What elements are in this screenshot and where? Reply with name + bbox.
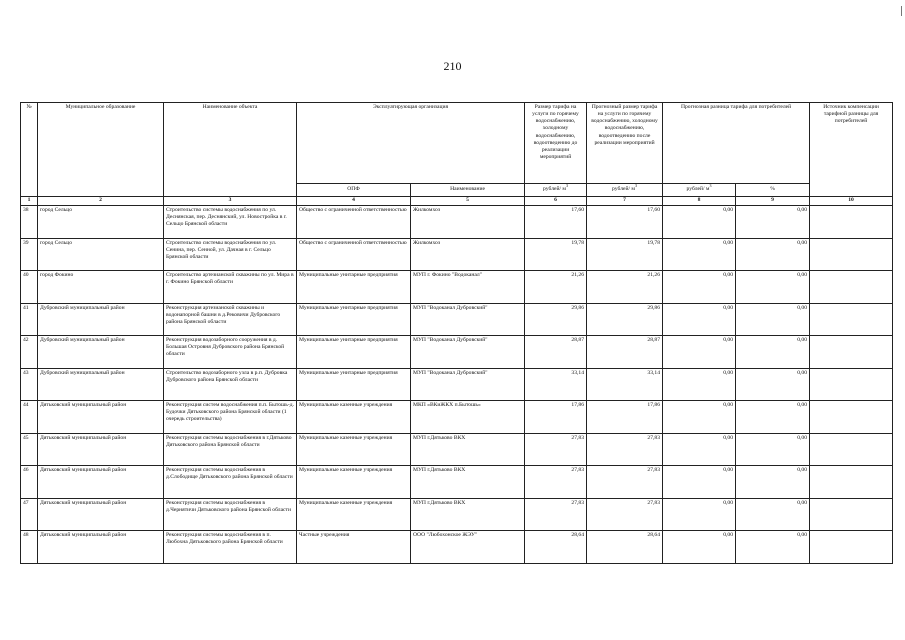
row-object: Строительство системы водоснабжения по ул. Сенина, пер. Сенной, ул. Дачная в г. Сельцо Брянской области [164, 238, 297, 271]
row-source [810, 531, 893, 564]
row-municipality: Дятьковский муниципальный район [38, 531, 164, 564]
row-tariff-before: 17,86 [525, 401, 587, 434]
row-tariff-before: 28,87 [525, 336, 587, 369]
row-source [810, 401, 893, 434]
row-tariff-after: 28,64 [587, 531, 663, 564]
row-diff-rub: 0,00 [663, 368, 736, 401]
row-index: 46 [21, 466, 38, 499]
column-numbers-row [21, 197, 893, 206]
row-diff-pct: 0,00 [736, 271, 810, 304]
unit-label: рублей/ м [543, 186, 566, 193]
row-operator-name: Жилкомхоз [411, 206, 525, 239]
row-diff-rub: 0,00 [663, 271, 736, 304]
row-opf: Частные учреждения [297, 531, 411, 564]
row-index: 47 [21, 498, 38, 531]
row-municipality: Дубровский муниципальный район [38, 336, 164, 369]
row-object: Строительство водозаборного узла в р.п. Дубровка Дубровского района Брянской области [164, 368, 297, 401]
row-object: Реконструкция артезианской скважины и водонапорной башни в д.Рековичи Дубровского района Брянской области [164, 303, 297, 336]
unit-label: рублей/ м [686, 186, 710, 193]
header-unit-before [525, 184, 587, 197]
column-number: 6 [525, 197, 587, 206]
row-diff-pct: 0,00 [736, 531, 810, 564]
table-row [21, 238, 893, 271]
row-source [810, 303, 893, 336]
row-operator-name: МУП г.Дятьково ВКХ [411, 498, 525, 531]
row-source [810, 466, 893, 499]
header-idx: № [21, 103, 38, 197]
row-opf: Муниципальные унитарные предприятия [297, 336, 411, 369]
row-operator-name: Жилкомхоз [411, 238, 525, 271]
row-municipality: Дятьковский муниципальный район [38, 401, 164, 434]
table-row [21, 433, 893, 466]
row-index: 44 [21, 401, 38, 434]
row-index: 40 [21, 271, 38, 304]
row-diff-pct: 0,00 [736, 206, 810, 239]
row-source [810, 433, 893, 466]
row-tariff-before: 29,86 [525, 303, 587, 336]
row-municipality: Дубровский муниципальный район [38, 303, 164, 336]
table-row [21, 271, 893, 304]
row-municipality: Дубровский муниципальный район [38, 368, 164, 401]
row-tariff-after: 21,26 [587, 271, 663, 304]
row-opf: Муниципальные казенные учреждения [297, 433, 411, 466]
row-tariff-after: 17,86 [587, 401, 663, 434]
corner-mark [901, 6, 902, 16]
row-index: 48 [21, 531, 38, 564]
table-body [21, 206, 893, 564]
header-tariff-size: Размер тарифа на услуги по горячему водоснабжению, холодному водоснабжению, водоотведению до реализации мероприятий [525, 103, 587, 184]
column-number: 7 [587, 197, 663, 206]
row-opf: Общество с ограниченной ответственностью [297, 238, 411, 271]
row-tariff-before: 21,26 [525, 271, 587, 304]
row-index: 38 [21, 206, 38, 239]
table-row [21, 303, 893, 336]
row-source [810, 238, 893, 271]
unit-exponent: 3 [565, 183, 568, 189]
table-row [21, 401, 893, 434]
row-object: Реконструкция системы водоснабжения в д.Слободище Дятьковского района Брянской области [164, 466, 297, 499]
header-object: Наименование объекта [164, 103, 297, 197]
row-object: Реконструкция системы водоснабжения в д.Чернятичи Дятьковского района Брянской области [164, 498, 297, 531]
column-number: 8 [663, 197, 736, 206]
row-diff-pct: 0,00 [736, 433, 810, 466]
column-number: 9 [736, 197, 810, 206]
row-tariff-after: 27,83 [587, 498, 663, 531]
row-tariff-before: 19,78 [525, 238, 587, 271]
tariff-table [20, 102, 893, 564]
row-diff-rub: 0,00 [663, 336, 736, 369]
row-opf: Муниципальные казенные учреждения [297, 498, 411, 531]
row-index: 45 [21, 433, 38, 466]
row-object: Реконструкция систем водоснабжения п.п. Бытошь-д. Будочки Дятьковского района Брянской области (1 очередь строительства) [164, 401, 297, 434]
row-tariff-after: 19,78 [587, 238, 663, 271]
row-diff-rub: 0,00 [663, 433, 736, 466]
row-diff-pct: 0,00 [736, 238, 810, 271]
header-opf: ОПФ [297, 184, 411, 197]
row-object: Строительство артезианской скважины по ул. Мира в г. Фокино Брянской области [164, 271, 297, 304]
row-opf: Муниципальные казенные учреждения [297, 401, 411, 434]
row-tariff-before: 28,64 [525, 531, 587, 564]
row-tariff-after: 33,14 [587, 368, 663, 401]
table-row [21, 368, 893, 401]
row-object: Строительство системы водоснабжения по ул. Деснянская, пер. Деснянский, ул. Новостройка в г. Сельцо Брянской области [164, 206, 297, 239]
row-diff-pct: 0,00 [736, 303, 810, 336]
row-source [810, 498, 893, 531]
row-opf: Муниципальные казенные учреждения [297, 466, 411, 499]
row-opf: Муниципальные унитарные предприятия [297, 271, 411, 304]
row-object: Реконструкция водозаборного сооружения в д. Большая Островня Дубровского района Брянской области [164, 336, 297, 369]
row-diff-rub: 0,00 [663, 303, 736, 336]
row-tariff-after: 29,86 [587, 303, 663, 336]
row-index: 42 [21, 336, 38, 369]
table-row [21, 531, 893, 564]
row-operator-name: МУП г.Дятьково ВКХ [411, 433, 525, 466]
row-opf: Муниципальные унитарные предприятия [297, 303, 411, 336]
row-source [810, 206, 893, 239]
row-diff-rub: 0,00 [663, 206, 736, 239]
row-municipality: город Сельцо [38, 206, 164, 239]
row-municipality: Дятьковский муниципальный район [38, 433, 164, 466]
table-header [21, 103, 893, 206]
page-number: 210 [443, 59, 462, 73]
row-diff-pct: 0,00 [736, 498, 810, 531]
column-number: 10 [810, 197, 893, 206]
row-municipality: город Сельцо [38, 238, 164, 271]
header-municipality: Муниципальное образование [38, 103, 164, 197]
row-tariff-before: 27,83 [525, 466, 587, 499]
row-opf: Муниципальные унитарные предприятия [297, 368, 411, 401]
row-operator-name: МУП "Водоканал Дубровский" [411, 303, 525, 336]
row-tariff-after: 28,87 [587, 336, 663, 369]
row-tariff-before: 27,83 [525, 498, 587, 531]
header-tariff-difference: Прогнозная разница тарифа для потребителей [663, 103, 810, 184]
row-tariff-before: 33,14 [525, 368, 587, 401]
column-number: 2 [38, 197, 164, 206]
column-number: 1 [21, 197, 38, 206]
row-diff-rub: 0,00 [663, 401, 736, 434]
column-number: 4 [297, 197, 411, 206]
row-tariff-after: 27,83 [587, 433, 663, 466]
row-municipality: Дятьковский муниципальный район [38, 498, 164, 531]
row-operator-name: МУП "Водоканал Дубровский" [411, 368, 525, 401]
column-number: 5 [411, 197, 525, 206]
unit-exponent: 3 [709, 183, 712, 189]
row-operator-name: МУП г.Дятьково ВКХ [411, 466, 525, 499]
row-diff-pct: 0,00 [736, 466, 810, 499]
row-diff-rub: 0,00 [663, 531, 736, 564]
row-operator-name: МУП г. Фокино "Водоканал" [411, 271, 525, 304]
row-opf: Общество с ограниченной ответственностью [297, 206, 411, 239]
row-municipality: город Фокино [38, 271, 164, 304]
row-operator-name: МКП «ВКиЖКХ п.Бытошь» [411, 401, 525, 434]
row-tariff-after: 27,83 [587, 466, 663, 499]
row-tariff-after: 17,60 [587, 206, 663, 239]
table-row [21, 206, 893, 239]
row-diff-rub: 0,00 [663, 238, 736, 271]
header-unit-diff [663, 184, 736, 197]
unit-exponent: 3 [634, 183, 637, 189]
row-diff-pct: 0,00 [736, 368, 810, 401]
row-object: Реконструкция системы водоснабжения в г.Дятьково Дятьковского района Брянской области [164, 433, 297, 466]
row-operator-name: ООО "Любохонское ЖЭУ" [411, 531, 525, 564]
table-row [21, 336, 893, 369]
header-unit-pct: % [736, 184, 810, 197]
row-source [810, 271, 893, 304]
row-operator-name: МУП "Водоканал Дубровский" [411, 336, 525, 369]
unit-label: рублей/ м [612, 186, 635, 193]
header-tariff-forecast: Прогнозный размер тарифа на услуги по горячему водоснабжению, холодному водоснабжению, водоотведению после реализации мероприятий [587, 103, 663, 184]
table-row [21, 466, 893, 499]
row-tariff-before: 17,60 [525, 206, 587, 239]
header-name: Наименование [411, 184, 525, 197]
table-row [21, 498, 893, 531]
header-unit-after [587, 184, 663, 197]
row-diff-rub: 0,00 [663, 498, 736, 531]
row-municipality: Дятьковский муниципальный район [38, 466, 164, 499]
row-diff-pct: 0,00 [736, 401, 810, 434]
row-index: 43 [21, 368, 38, 401]
row-tariff-before: 27,83 [525, 433, 587, 466]
row-source [810, 368, 893, 401]
row-index: 39 [21, 238, 38, 271]
row-index: 41 [21, 303, 38, 336]
row-source [810, 336, 893, 369]
column-number: 3 [164, 197, 297, 206]
row-diff-pct: 0,00 [736, 336, 810, 369]
row-diff-rub: 0,00 [663, 466, 736, 499]
row-object: Реконструкция системы водоснабжения в п. Любохна Дятьковского района Брянской области [164, 531, 297, 564]
header-compensation-source: Источник компенсации тарифной разницы для потребителей [810, 103, 893, 197]
header-operator: Эксплуатирующая организация [297, 103, 525, 184]
